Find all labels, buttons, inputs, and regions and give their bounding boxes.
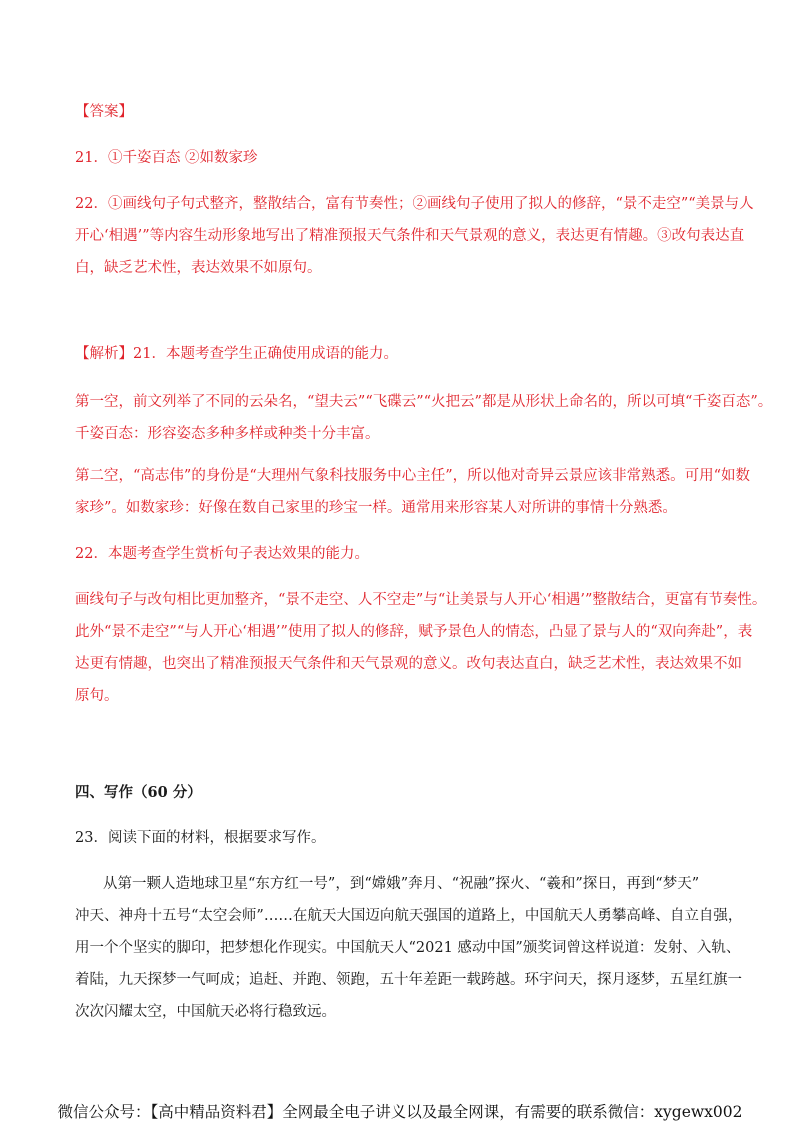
analysis-p2-line-1: 第二空，“高志伟”的身份是“大理州气象科技服务中心主任”，所以他对奇异云景应该非常熟悉。可用“如数: [75, 468, 751, 484]
analysis-p1-line-1: 第一空，前文列举了不同的云朵名，“望夫云”“飞碟云”“火把云”都是从形状上命名的，所以可填“千姿百态”。: [75, 394, 773, 410]
analysis-p3-line-2: 此外“景不走空”“与人开心‘相遇’”使用了拟人的修辞，赋予景色人的情态，凸显了景与人的“双向奔赴”，表: [75, 624, 753, 640]
analysis-heading: 【解析】21．本题考查学生正确使用成语的能力。: [75, 346, 398, 362]
material-line-1: 从第一颗人造地球卫星“东方红一号”，到“嫦娥”奔月、“祝融”探火、“羲和”探日，再到“梦天”: [103, 876, 700, 892]
analysis-p3-line-4: 原句。: [75, 688, 119, 704]
answer-q22-line-2: 开心‘相遇’”等内容生动形象地写出了精准预报天气条件和天气景观的意义，表达更有情趣。③改句表达直: [75, 228, 745, 244]
footer-watermark-text: 微信公众号：【高中精品资料君】全网最全电子讲义以及最全网课，有需要的联系微信：xygewx002: [57, 1103, 743, 1121]
analysis-p2-line-2: 家珍”。如数家珍：好像在数自己家里的珍宝一样。通常用来形容某人对所讲的事情十分熟悉。: [75, 500, 677, 516]
answer-heading: 【答案】: [75, 104, 133, 120]
analysis-p3-line-3: 达更有情趣，也突出了精准预报天气条件和天气景观的意义。改句表达直白，缺乏艺术性，表达效果不如: [75, 656, 742, 672]
writing-q23: 23．阅读下面的材料，根据要求写作。: [75, 830, 326, 846]
writing-section-title: 四、写作（60 分）: [75, 784, 202, 801]
analysis-q22-heading: 22．本题考查学生赏析句子表达效果的能力。: [75, 546, 369, 562]
analysis-p1-line-2: 千姿百态：形容姿态多种多样或种类十分丰富。: [75, 426, 380, 442]
material-line-5: 次次闪耀太空，中国航天必将行稳致远。: [75, 1004, 336, 1020]
material-line-3: 用一个个坚实的脚印，把梦想化作现实。中国航天人“2021 感动中国”颁奖词曾这样说道：发射、入轨、: [75, 940, 741, 956]
analysis-p3-line-1: 画线句子与改句相比更加整齐，“景不走空、人不空走”与“让美景与人开心‘相遇’”整散结合，更富有节奏性。: [75, 592, 767, 608]
answer-q22-line-3: 白，缺乏艺术性，表达效果不如原句。: [75, 260, 322, 276]
answer-q22-line-1: 22．①画线句子句式整齐，整散结合，富有节奏性；②画线句子使用了拟人的修辞，“景不走空”“美景与人: [75, 196, 754, 212]
answer-q21: 21．①千姿百态 ②如数家珍: [75, 150, 258, 166]
material-line-2: 冲天、神舟十五号“太空会师”……在航天大国迈向航天强国的道路上，中国航天人勇攀高峰、自立自强，: [75, 908, 743, 924]
material-line-4: 着陆，九天探梦一气呵成；追赶、并跑、领跑，五十年差距一载跨越。环宇问天，探月逐梦，五星红旗一: [75, 972, 742, 988]
